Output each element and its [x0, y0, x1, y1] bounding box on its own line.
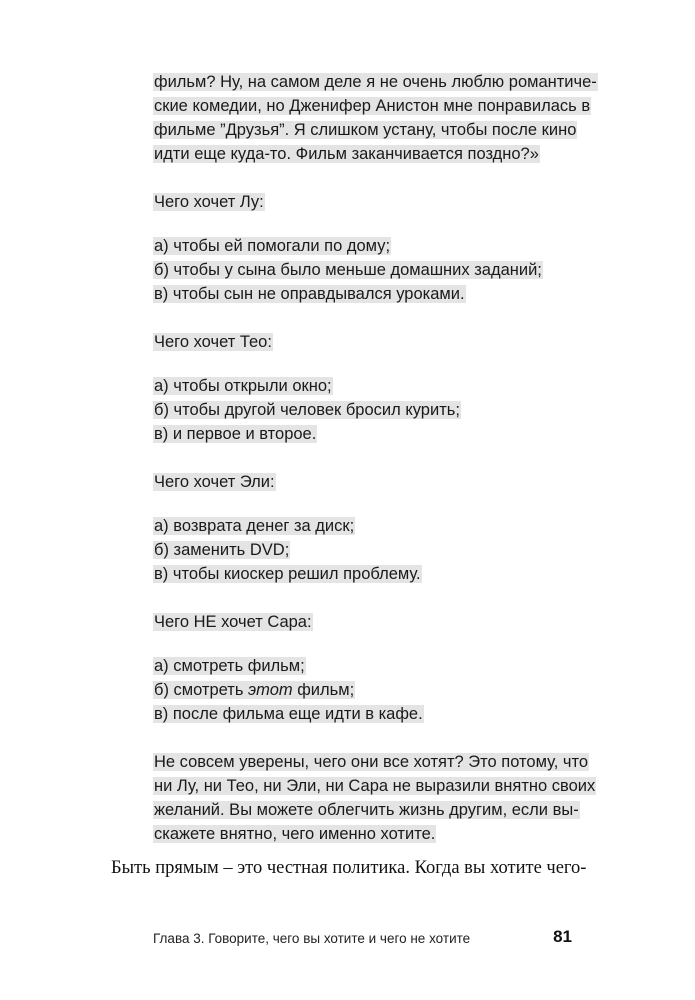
body-paragraph: Быть прямым – это честная политика. Когда вы хотите чего-: [111, 858, 587, 878]
text-line: скажете внятно, чего именно хотите.: [154, 825, 436, 843]
answer-option: в) и первое и второе.: [154, 425, 317, 443]
text-line: фильм? Ну, на самом деле я не очень люблю романтиче-: [154, 73, 597, 91]
conclusion-paragraph: [153, 750, 596, 846]
page-number: 81: [553, 927, 572, 946]
answer-option: в) чтобы киоскер решил проблему.: [154, 565, 421, 583]
answer-option: а) чтобы открыли окно;: [154, 377, 332, 395]
emphasized-word: этот: [248, 681, 293, 699]
question-eli: [153, 470, 593, 586]
running-footer: Глава 3. Говорите, чего вы хотите и чего не хотите: [153, 931, 471, 946]
question-heading: Чего НЕ хочет Сара:: [154, 613, 312, 631]
answer-option: а) возврата денег за диск;: [154, 517, 355, 535]
answer-option: в) после фильма еще идти в кафе.: [154, 705, 423, 723]
answer-option: б) чтобы другой человек бросил курить;: [154, 401, 460, 419]
text-line: желаний. Вы можете облегчить жизнь другим, если вы-: [154, 801, 579, 819]
option-text: фильм;: [292, 681, 355, 699]
option-text: б) смотреть: [154, 681, 249, 699]
exercise-block: [153, 70, 597, 846]
answer-option: в) чтобы сын не оправдывался уроками.: [154, 285, 465, 303]
question-heading: Чего хочет Лу:: [154, 193, 264, 211]
question-heading: Чего хочет Эли:: [154, 473, 275, 491]
question-heading: Чего хочет Тео:: [154, 333, 272, 351]
question-teo: [153, 330, 593, 446]
answer-option: а) чтобы ей помогали по дому;: [154, 237, 391, 255]
question-sara: [153, 610, 593, 726]
answer-option: [153, 681, 355, 699]
answer-option: б) чтобы у сына было меньше домашних заданий;: [154, 261, 542, 279]
answer-option: б) заменить DVD;: [154, 541, 290, 559]
text-line: ни Лу, ни Тео, ни Эли, ни Сара не выразили внятно своих: [154, 777, 596, 795]
intro-paragraph: [153, 70, 597, 166]
text-line: Не совсем уверены, чего они все хотят? Это потому, что: [154, 753, 589, 771]
text-line: идти еще куда-то. Фильм заканчивается поздно?»: [154, 145, 539, 163]
text-line: ские комедии, но Дженифер Анистон мне понравилась в: [154, 97, 591, 115]
text-line: фильме ”Друзья”. Я слишком устану, чтобы после кино: [154, 121, 577, 139]
answer-option: а) смотреть фильм;: [154, 657, 305, 675]
question-lou: [153, 190, 593, 306]
